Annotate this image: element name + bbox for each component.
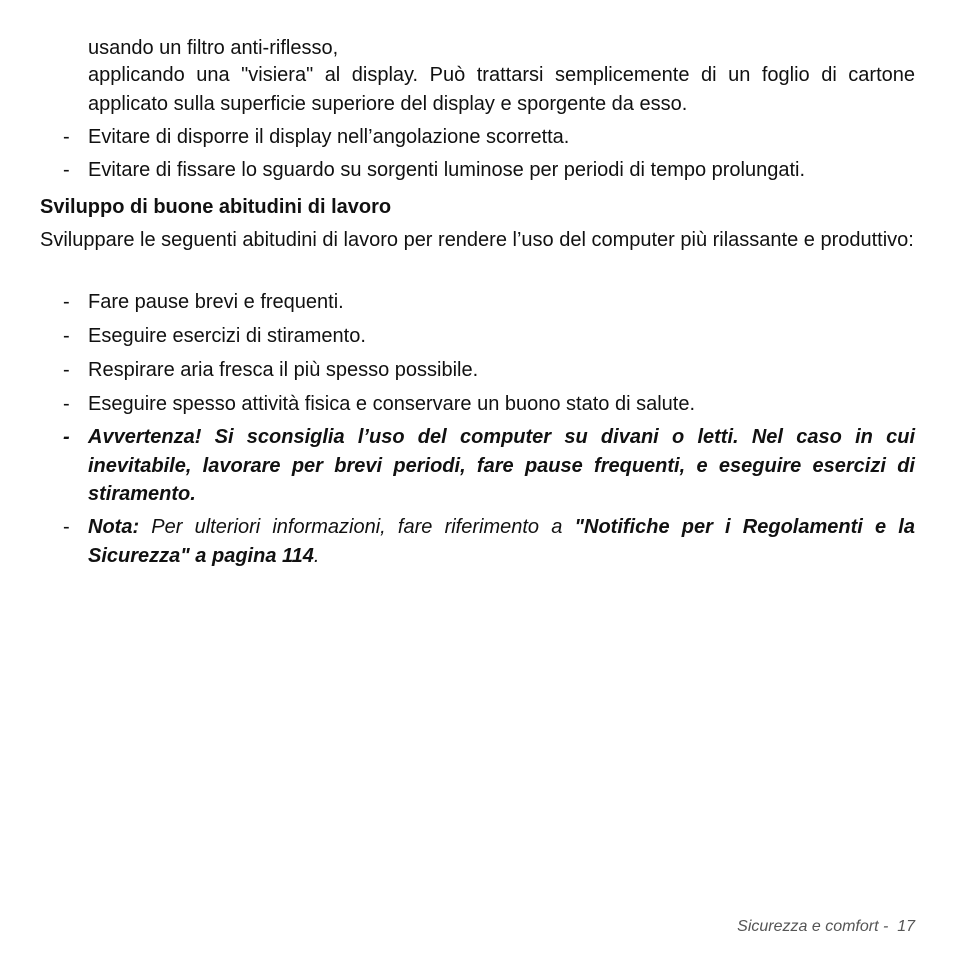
bullet-dash: - <box>63 126 70 148</box>
bullet-dash: - <box>63 291 70 313</box>
note-label: Nota: <box>88 516 140 538</box>
bullet-dash: - <box>63 159 70 181</box>
section-heading: Sviluppo di buone abitudini di lavoro <box>40 196 392 218</box>
warning-text: Avvertenza! Si sconsiglia l’uso del computer su divani o letti. Nel caso in cui inevitabile, lavorare per brevi periodi, fare pause frequenti, e eseguire esercizi di stiramento. <box>88 426 915 505</box>
list-item-text: Evitare di fissare lo sguardo su sorgenti luminose per periodi di tempo prolungati. <box>88 159 806 181</box>
list-item-text: Respirare aria fresca il più spesso possibile. <box>88 359 479 381</box>
note-reference-link[interactable]: "Notifiche per i Regolamenti e la Sicurezza" a pagina 114 <box>88 516 915 567</box>
bullet-dash: - <box>63 516 70 538</box>
bullet-dash: - <box>63 393 70 415</box>
list-item-text: Fare pause brevi e frequenti. <box>88 291 344 313</box>
bullet-dash: - <box>63 359 70 381</box>
page-footer: Sicurezza e comfort - 17 <box>737 918 915 935</box>
list-item-text: Eseguire esercizi di stiramento. <box>88 325 366 347</box>
note-end: . <box>313 544 320 567</box>
continuation-line-1: usando un filtro anti-riflesso, <box>88 37 339 59</box>
bullet-dash: - <box>63 325 70 347</box>
continuation-paragraph: applicando una "visiera" al display. Può trattarsi semplicemente di un foglio di cartone applicato sulla superficie superiore del display e sporgente da esso. <box>88 64 915 115</box>
list-item-text: Evitare di disporre il display nell’angolazione scorretta. <box>88 126 570 148</box>
note-body: Per ulteriori informazioni, fare riferimento a <box>139 516 575 538</box>
list-item-text: Eseguire spesso attività fisica e conservare un buono stato di salute. <box>88 393 696 415</box>
section-intro: Sviluppare le seguenti abitudini di lavoro per rendere l’uso del computer più rilassante e produttivo: <box>40 229 914 251</box>
bullet-dash: - <box>63 426 70 448</box>
note-text <box>88 513 915 570</box>
